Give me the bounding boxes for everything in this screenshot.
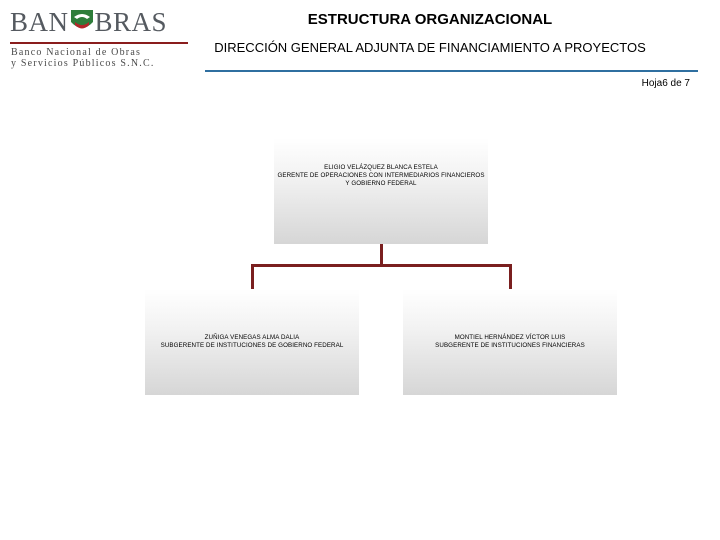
page-subtitle: DIRECCIÓN GENERAL ADJUNTA DE FINANCIAMIENTO A PROYECTOS xyxy=(214,40,646,55)
connector-vertical-left xyxy=(251,264,254,289)
banobras-logo xyxy=(10,6,195,69)
subgerente-gobierno-role: SUBGERENTE DE INSTITUCIONES DE GOBIERNO FEDERAL xyxy=(160,342,344,349)
logo-subline-1: Banco Nacional de Obras xyxy=(11,47,142,58)
logo-rule xyxy=(10,42,188,44)
manager-role-line-1: GERENTE DE OPERACIONES CON INTERMEDIARIOS FINANCIEROS xyxy=(277,172,485,179)
connector-horizontal xyxy=(251,264,512,267)
org-node-manager xyxy=(274,138,488,244)
subgerente-financieras-role: SUBGERENTE DE INSTITUCIONES FINANCIERAS xyxy=(435,342,585,349)
org-node-subgerente-gobierno xyxy=(145,289,359,395)
subgerente-gobierno-name: ZUÑIGA VENEGAS ALMA DALIA xyxy=(204,334,300,341)
eagle-emblem-icon xyxy=(70,8,94,41)
subgerente-financieras-name: MONTIEL HERNÁNDEZ VÍCTOR LUIS xyxy=(454,334,566,341)
org-node-subgerente-financieras xyxy=(403,289,617,395)
logo-word-left: BAN xyxy=(10,7,69,37)
sheet-number: Hoja6 de 7 xyxy=(641,78,690,89)
logo-subline-2: y Servicios Públicos S.N.C. xyxy=(11,58,155,69)
page-title: ESTRUCTURA ORGANIZACIONAL xyxy=(307,11,553,28)
header-divider xyxy=(205,70,698,72)
manager-name: ELIGIO VELÁZQUEZ BLANCA ESTELA xyxy=(324,164,438,171)
logo-word-right: BRAS xyxy=(94,7,168,37)
logo-wordmark xyxy=(10,6,167,38)
connector-vertical-top xyxy=(380,244,383,266)
manager-role-line-2: Y GOBIERNO FEDERAL xyxy=(345,180,417,187)
connector-vertical-right xyxy=(509,264,512,289)
